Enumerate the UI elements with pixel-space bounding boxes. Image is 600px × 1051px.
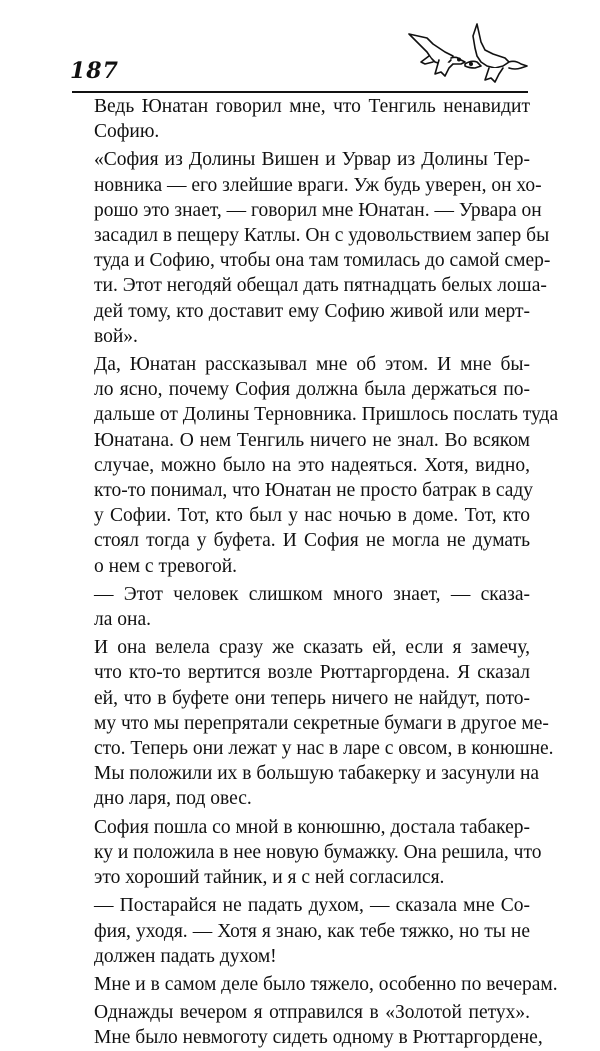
paragraph bbox=[72, 582, 530, 632]
paragraph bbox=[72, 972, 558, 997]
text-line: му что мы перепрятали секретные бумаги в другое ме- bbox=[94, 712, 549, 734]
paragraph bbox=[72, 147, 551, 349]
text-line: Мне было невмоготу сидеть одному в Рюттаргордене, bbox=[94, 1027, 543, 1049]
text-line: Да, Юнатан рассказывал мне об этом. И мне бы- bbox=[94, 354, 530, 376]
text-line: должен падать духом! bbox=[94, 945, 277, 967]
text-line: Ведь Юнатан говорил мне, что Тенгиль ненавидит bbox=[94, 96, 530, 117]
text-line: дно ларя, под овес. bbox=[94, 788, 252, 810]
paragraph bbox=[72, 893, 530, 969]
body-text bbox=[72, 94, 559, 1051]
text-line: о нем с тревогой. bbox=[94, 555, 238, 577]
text-line: дей тому, кто доставит ему Софию живой или мерт- bbox=[94, 300, 530, 322]
paragraph bbox=[72, 1000, 543, 1050]
text-line: что кто-то вертится возле Рюттаргордена. Я сказал bbox=[94, 662, 530, 684]
text-line: фия, уходя. — Хотя я знаю, как тебе тяжко, но ты не bbox=[94, 920, 530, 942]
paragraph bbox=[72, 635, 554, 811]
text-line: дальше от Долины Терновника. Пришлось послать туда bbox=[94, 404, 559, 426]
text-line: ла она. bbox=[94, 609, 151, 631]
text-line: это хороший тайник, и я с ней согласился. bbox=[94, 867, 445, 889]
text-line: сто. Теперь они лежат у нас в ларе с овсом, в конюшне. bbox=[94, 738, 554, 760]
text-line: ку и положила в нее новую бумажку. Она решила, что bbox=[94, 841, 542, 863]
text-line: случае, можно было на это надеяться. Хотя, видно, bbox=[94, 454, 530, 476]
text-line: Юнатана. О нем Тенгиль ничего не знал. Во всяком bbox=[94, 429, 530, 451]
text-line: ло ясно, почему София должна была держаться по- bbox=[94, 379, 530, 401]
text-line: вой». bbox=[94, 325, 138, 347]
text-line: у Софии. Тот, кто был у нас ночью в доме. Тот, кто bbox=[94, 505, 530, 527]
text-line: И она велела сразу же сказать ей, если я замечу, bbox=[94, 637, 530, 659]
paragraph bbox=[72, 94, 530, 144]
page-number: 187 bbox=[70, 58, 119, 84]
text-line: — Постарайся не падать духом, — сказала мне Со- bbox=[94, 895, 530, 917]
text-line: стоял тогда у буфета. И София не могла не думать bbox=[94, 530, 530, 552]
header-rule bbox=[72, 91, 528, 93]
text-line: ей, что в буфете они теперь ничего не найдут, пото- bbox=[94, 687, 530, 709]
text-line: Однажды вечером я отправился в «Золотой петух». bbox=[94, 1002, 530, 1024]
text-line: Софию. bbox=[94, 121, 160, 143]
text-line: ти. Этот негодяй обещал дать пятнадцать белых лоша- bbox=[94, 275, 547, 297]
paragraph bbox=[72, 815, 542, 891]
text-line: кто-то понимал, что Юнатан не просто батрак в саду bbox=[94, 480, 534, 502]
text-line: новника — его злейшие враги. Уж будь уверен, он хо- bbox=[94, 174, 542, 196]
text-line: засадил в пещеру Катлы. Он с удовольствием запер бы bbox=[94, 225, 550, 247]
text-line: рошо это знает, — говорил мне Юнатан. — Урвара он bbox=[94, 199, 542, 221]
text-line: — Этот человек слишком много знает, — сказа- bbox=[94, 583, 530, 605]
two-doves-icon bbox=[405, 20, 530, 86]
text-line: «София из Долины Вишен и Урвар из Долины Тер- bbox=[94, 149, 530, 171]
text-line: Мне и в самом деле было тяжело, особенно по вечерам. bbox=[94, 973, 558, 995]
text-line: Мы положили их в большую табакерку и засунули на bbox=[94, 763, 540, 785]
text-line: София пошла со мной в конюшню, достала табакер- bbox=[94, 816, 530, 838]
paragraph bbox=[72, 352, 559, 579]
text-line: туда и Софию, чтобы она там томилась до самой смер- bbox=[94, 250, 551, 272]
